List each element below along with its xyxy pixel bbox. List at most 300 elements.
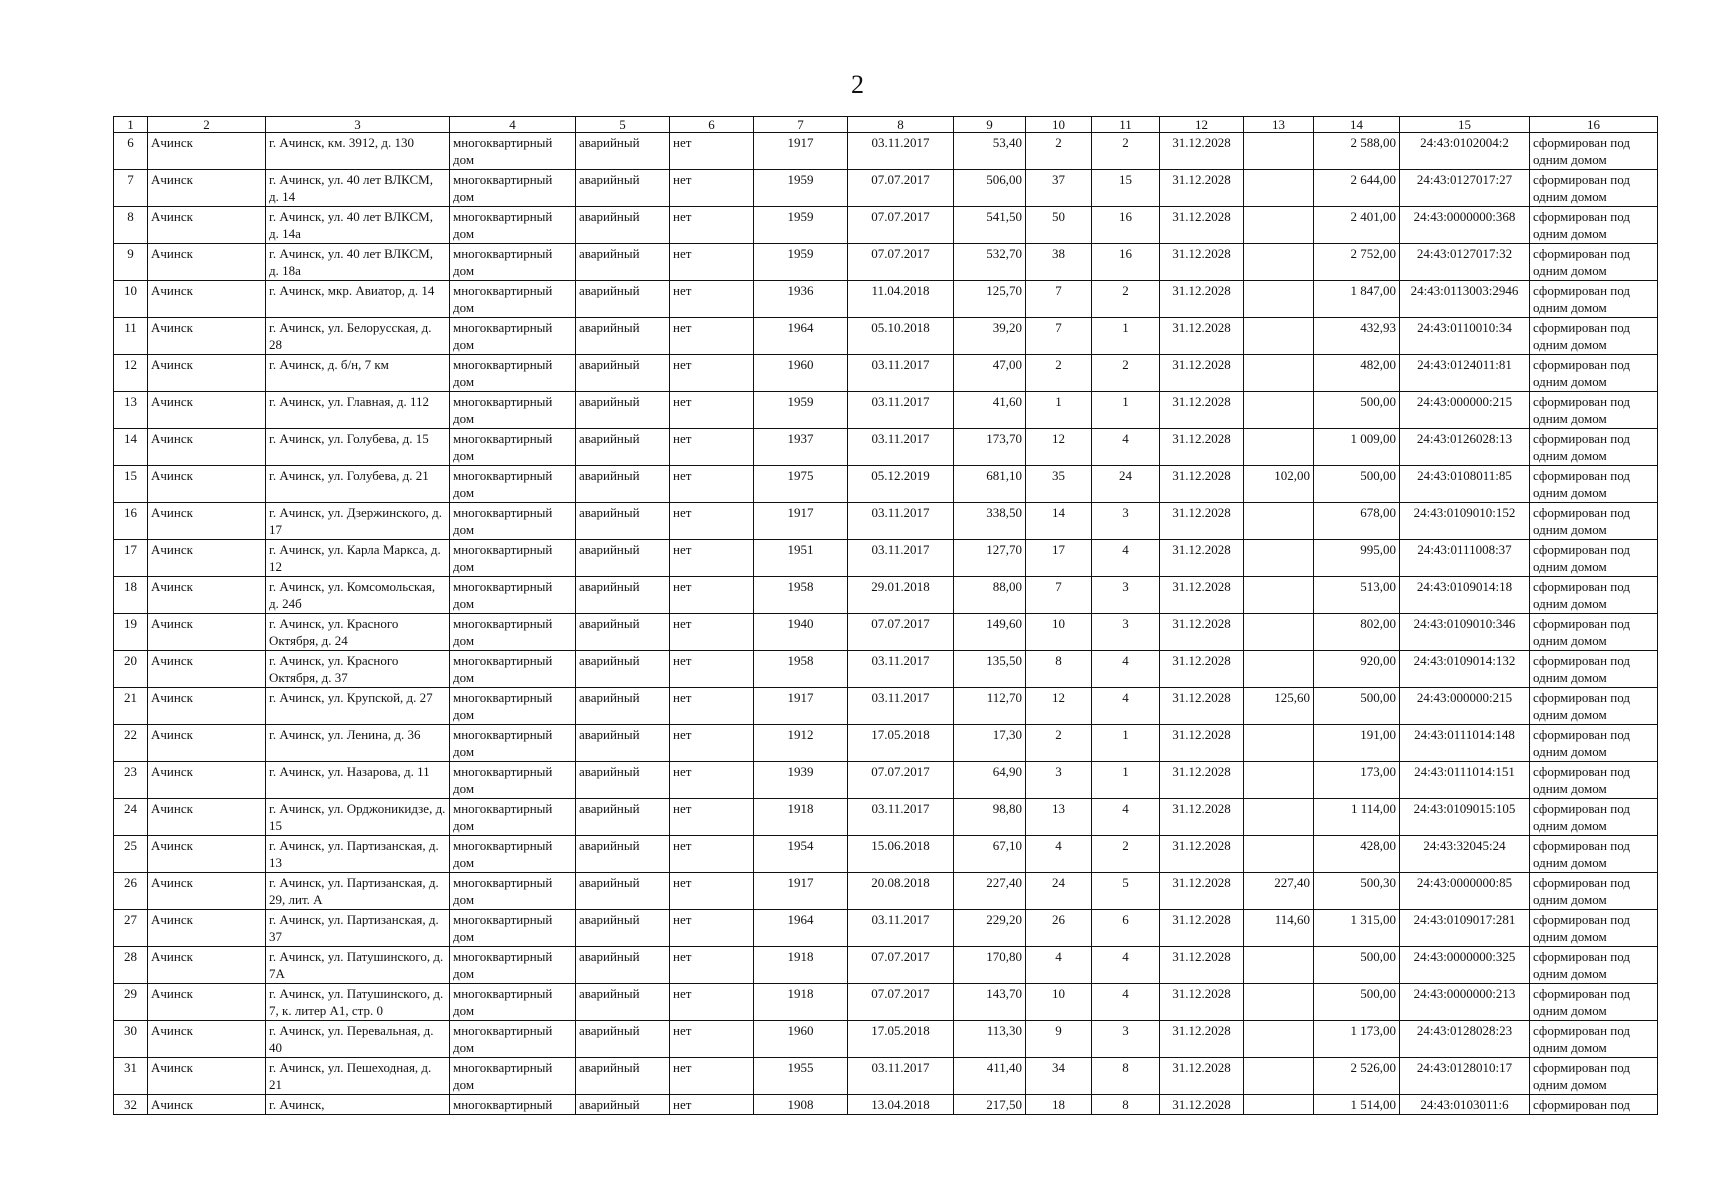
deadline-cell: 31.12.2028 [1160, 503, 1244, 540]
col-11-cell: 16 [1092, 207, 1160, 244]
flag-cell: нет [670, 466, 754, 503]
col-10-cell: 10 [1026, 614, 1092, 651]
row-number-cell: 15 [114, 466, 148, 503]
year-cell: 1959 [754, 392, 848, 429]
flag-cell: нет [670, 355, 754, 392]
address-cell: г. Ачинск, ул. Перевальная, д. 40 [266, 1021, 450, 1058]
cadastral-number-cell: 24:43:32045:24 [1400, 836, 1530, 873]
building-type-cell: многоквартирный дом [450, 836, 576, 873]
cadastral-number-cell: 24:43:0109010:346 [1400, 614, 1530, 651]
row-number-cell: 29 [114, 984, 148, 1021]
col-13-cell [1244, 799, 1314, 836]
column-header: 11 [1092, 117, 1160, 133]
deadline-cell: 31.12.2028 [1160, 1095, 1244, 1115]
address-cell: г. Ачинск, ул. Назарова, д. 11 [266, 762, 450, 799]
table-row [114, 207, 1658, 244]
col-13-cell: 102,00 [1244, 466, 1314, 503]
col-10-cell: 2 [1026, 133, 1092, 170]
deadline-cell: 31.12.2028 [1160, 799, 1244, 836]
year-cell: 1918 [754, 799, 848, 836]
col-13-cell [1244, 133, 1314, 170]
flag-cell: нет [670, 1021, 754, 1058]
deadline-cell: 31.12.2028 [1160, 540, 1244, 577]
land-area-cell: 1 514,00 [1314, 1095, 1400, 1115]
note-cell: сформирован под одним домом [1530, 799, 1658, 836]
building-type-cell: многоквартирный дом [450, 429, 576, 466]
city-cell: Ачинск [148, 651, 266, 688]
col-11-cell: 3 [1092, 577, 1160, 614]
year-cell: 1958 [754, 577, 848, 614]
cadastral-number-cell: 24:43:0109014:132 [1400, 651, 1530, 688]
col-10-cell: 34 [1026, 1058, 1092, 1095]
recognition-date-cell: 29.01.2018 [848, 577, 954, 614]
col-11-cell: 2 [1092, 355, 1160, 392]
area-cell: 39,20 [954, 318, 1026, 355]
recognition-date-cell: 03.11.2017 [848, 355, 954, 392]
note-cell: сформирован под одним домом [1530, 540, 1658, 577]
city-cell: Ачинск [148, 1058, 266, 1095]
city-cell: Ачинск [148, 429, 266, 466]
year-cell: 1959 [754, 207, 848, 244]
recognition-date-cell: 07.07.2017 [848, 947, 954, 984]
area-cell: 127,70 [954, 540, 1026, 577]
land-area-cell: 500,00 [1314, 688, 1400, 725]
city-cell: Ачинск [148, 725, 266, 762]
year-cell: 1960 [754, 355, 848, 392]
status-cell: аварийный [576, 355, 670, 392]
recognition-date-cell: 07.07.2017 [848, 207, 954, 244]
col-10-cell: 24 [1026, 873, 1092, 910]
year-cell: 1964 [754, 910, 848, 947]
status-cell: аварийный [576, 503, 670, 540]
recognition-date-cell: 03.11.2017 [848, 429, 954, 466]
area-cell: 98,80 [954, 799, 1026, 836]
status-cell: аварийный [576, 873, 670, 910]
flag-cell: нет [670, 1058, 754, 1095]
cadastral-number-cell: 24:43:0124011:81 [1400, 355, 1530, 392]
recognition-date-cell: 05.10.2018 [848, 318, 954, 355]
col-13-cell: 125,60 [1244, 688, 1314, 725]
col-11-cell: 2 [1092, 281, 1160, 318]
city-cell: Ачинск [148, 355, 266, 392]
land-area-cell: 920,00 [1314, 651, 1400, 688]
flag-cell: нет [670, 429, 754, 466]
note-cell: сформирован под одним домом [1530, 133, 1658, 170]
recognition-date-cell: 03.11.2017 [848, 392, 954, 429]
flag-cell: нет [670, 762, 754, 799]
area-cell: 53,40 [954, 133, 1026, 170]
note-cell: сформирован под одним домом [1530, 688, 1658, 725]
table-row [114, 947, 1658, 984]
col-11-cell: 16 [1092, 244, 1160, 281]
address-cell: г. Ачинск, ул. Орджоникидзе, д. 15 [266, 799, 450, 836]
building-type-cell: многоквартирный дом [450, 318, 576, 355]
recognition-date-cell: 17.05.2018 [848, 725, 954, 762]
building-type-cell: многоквартирный дом [450, 688, 576, 725]
land-area-cell: 500,30 [1314, 873, 1400, 910]
col-13-cell [1244, 947, 1314, 984]
status-cell: аварийный [576, 947, 670, 984]
col-13-cell [1244, 281, 1314, 318]
area-cell: 681,10 [954, 466, 1026, 503]
row-number-cell: 22 [114, 725, 148, 762]
col-13-cell [1244, 429, 1314, 466]
flag-cell: нет [670, 244, 754, 281]
recognition-date-cell: 15.06.2018 [848, 836, 954, 873]
city-cell: Ачинск [148, 1021, 266, 1058]
address-cell: г. Ачинск, ул. Крупской, д. 27 [266, 688, 450, 725]
table-row [114, 1058, 1658, 1095]
building-type-cell: многоквартирный дом [450, 984, 576, 1021]
row-number-cell: 27 [114, 910, 148, 947]
flag-cell: нет [670, 503, 754, 540]
year-cell: 1918 [754, 947, 848, 984]
year-cell: 1964 [754, 318, 848, 355]
recognition-date-cell: 07.07.2017 [848, 244, 954, 281]
building-type-cell: многоквартирный дом [450, 355, 576, 392]
col-10-cell: 9 [1026, 1021, 1092, 1058]
land-area-cell: 432,93 [1314, 318, 1400, 355]
year-cell: 1959 [754, 244, 848, 281]
col-11-cell: 15 [1092, 170, 1160, 207]
col-11-cell: 4 [1092, 947, 1160, 984]
col-13-cell [1244, 540, 1314, 577]
city-cell: Ачинск [148, 281, 266, 318]
cadastral-number-cell: 24:43:0127017:32 [1400, 244, 1530, 281]
column-header: 5 [576, 117, 670, 133]
address-cell: г. Ачинск, ул. Красного Октября, д. 24 [266, 614, 450, 651]
area-cell: 227,40 [954, 873, 1026, 910]
area-cell: 541,50 [954, 207, 1026, 244]
building-type-cell: многоквартирный дом [450, 170, 576, 207]
table-row [114, 392, 1658, 429]
column-header: 10 [1026, 117, 1092, 133]
address-cell: г. Ачинск, ул. Партизанская, д. 29, лит. А [266, 873, 450, 910]
address-cell: г. Ачинск, ул. 40 лет ВЛКСМ, д. 18а [266, 244, 450, 281]
city-cell: Ачинск [148, 503, 266, 540]
cadastral-number-cell: 24:43:0113003:2946 [1400, 281, 1530, 318]
land-area-cell: 1 114,00 [1314, 799, 1400, 836]
land-area-cell: 2 401,00 [1314, 207, 1400, 244]
column-header: 6 [670, 117, 754, 133]
deadline-cell: 31.12.2028 [1160, 318, 1244, 355]
col-13-cell: 227,40 [1244, 873, 1314, 910]
recognition-date-cell: 03.11.2017 [848, 688, 954, 725]
row-number-cell: 20 [114, 651, 148, 688]
year-cell: 1937 [754, 429, 848, 466]
col-13-cell [1244, 170, 1314, 207]
note-cell: сформирован под одним домом [1530, 910, 1658, 947]
note-cell: сформирован под одним домом [1530, 984, 1658, 1021]
col-11-cell: 1 [1092, 762, 1160, 799]
year-cell: 1939 [754, 762, 848, 799]
cadastral-number-cell: 24:43:0000000:213 [1400, 984, 1530, 1021]
note-cell: сформирован под одним домом [1530, 836, 1658, 873]
area-cell: 125,70 [954, 281, 1026, 318]
cadastral-number-cell: 24:43:0127017:27 [1400, 170, 1530, 207]
address-cell: г. Ачинск, ул. Карла Маркса, д. 12 [266, 540, 450, 577]
recognition-date-cell: 07.07.2017 [848, 762, 954, 799]
col-11-cell: 24 [1092, 466, 1160, 503]
column-header: 4 [450, 117, 576, 133]
city-cell: Ачинск [148, 540, 266, 577]
building-type-cell: многоквартирный дом [450, 244, 576, 281]
year-cell: 1954 [754, 836, 848, 873]
column-header: 9 [954, 117, 1026, 133]
area-cell: 113,30 [954, 1021, 1026, 1058]
flag-cell: нет [670, 910, 754, 947]
building-type-cell: многоквартирный дом [450, 133, 576, 170]
address-cell: г. Ачинск, ул. Главная, д. 112 [266, 392, 450, 429]
city-cell: Ачинск [148, 947, 266, 984]
cadastral-number-cell: 24:43:0126028:13 [1400, 429, 1530, 466]
flag-cell: нет [670, 984, 754, 1021]
note-cell: сформирован под одним домом [1530, 392, 1658, 429]
deadline-cell: 31.12.2028 [1160, 873, 1244, 910]
building-type-cell: многоквартирный дом [450, 651, 576, 688]
note-cell: сформирован под одним домом [1530, 466, 1658, 503]
city-cell: Ачинск [148, 836, 266, 873]
area-cell: 112,70 [954, 688, 1026, 725]
building-type-cell: многоквартирный дом [450, 947, 576, 984]
address-cell: г. Ачинск, км. 3912, д. 130 [266, 133, 450, 170]
flag-cell: нет [670, 540, 754, 577]
address-cell: г. Ачинск, ул. Красного Октября, д. 37 [266, 651, 450, 688]
recognition-date-cell: 13.04.2018 [848, 1095, 954, 1115]
city-cell: Ачинск [148, 318, 266, 355]
city-cell: Ачинск [148, 762, 266, 799]
row-number-cell: 26 [114, 873, 148, 910]
cadastral-number-cell: 24:43:0000000:85 [1400, 873, 1530, 910]
land-area-cell: 191,00 [1314, 725, 1400, 762]
col-13-cell [1244, 614, 1314, 651]
recognition-date-cell: 17.05.2018 [848, 1021, 954, 1058]
flag-cell: нет [670, 1095, 754, 1115]
row-number-cell: 13 [114, 392, 148, 429]
table-row [114, 540, 1658, 577]
note-cell: сформирован под одним домом [1530, 947, 1658, 984]
area-cell: 149,60 [954, 614, 1026, 651]
land-area-cell: 1 009,00 [1314, 429, 1400, 466]
status-cell: аварийный [576, 836, 670, 873]
status-cell: аварийный [576, 1095, 670, 1115]
address-cell: г. Ачинск, ул. Патушинского, д. 7, к. литер А1, стр. 0 [266, 984, 450, 1021]
recognition-date-cell: 07.07.2017 [848, 984, 954, 1021]
land-area-cell: 2 644,00 [1314, 170, 1400, 207]
recognition-date-cell: 20.08.2018 [848, 873, 954, 910]
recognition-date-cell: 03.11.2017 [848, 799, 954, 836]
table-row [114, 133, 1658, 170]
year-cell: 1940 [754, 614, 848, 651]
col-11-cell: 2 [1092, 836, 1160, 873]
flag-cell: нет [670, 577, 754, 614]
deadline-cell: 31.12.2028 [1160, 725, 1244, 762]
table-row [114, 1095, 1658, 1115]
flag-cell: нет [670, 947, 754, 984]
table-row [114, 244, 1658, 281]
col-11-cell: 4 [1092, 651, 1160, 688]
row-number-cell: 16 [114, 503, 148, 540]
deadline-cell: 31.12.2028 [1160, 1058, 1244, 1095]
status-cell: аварийный [576, 984, 670, 1021]
area-cell: 135,50 [954, 651, 1026, 688]
table-row [114, 614, 1658, 651]
deadline-cell: 31.12.2028 [1160, 1021, 1244, 1058]
row-number-cell: 14 [114, 429, 148, 466]
address-cell: г. Ачинск, ул. Комсомольская, д. 24б [266, 577, 450, 614]
deadline-cell: 31.12.2028 [1160, 466, 1244, 503]
recognition-date-cell: 03.11.2017 [848, 651, 954, 688]
note-cell: сформирован под одним домом [1530, 873, 1658, 910]
land-area-cell: 2 752,00 [1314, 244, 1400, 281]
building-type-cell: многоквартирный дом [450, 873, 576, 910]
building-type-cell: многоквартирный дом [450, 799, 576, 836]
col-10-cell: 12 [1026, 429, 1092, 466]
city-cell: Ачинск [148, 244, 266, 281]
row-number-cell: 24 [114, 799, 148, 836]
building-type-cell: многоквартирный дом [450, 1021, 576, 1058]
address-cell: г. Ачинск, ул. Ленина, д. 36 [266, 725, 450, 762]
note-cell: сформирован под одним домом [1530, 725, 1658, 762]
row-number-cell: 6 [114, 133, 148, 170]
city-cell: Ачинск [148, 466, 266, 503]
col-10-cell: 35 [1026, 466, 1092, 503]
column-header: 15 [1400, 117, 1530, 133]
cadastral-number-cell: 24:43:0111008:37 [1400, 540, 1530, 577]
flag-cell: нет [670, 170, 754, 207]
year-cell: 1912 [754, 725, 848, 762]
city-cell: Ачинск [148, 133, 266, 170]
col-10-cell: 2 [1026, 355, 1092, 392]
status-cell: аварийный [576, 725, 670, 762]
note-cell: сформирован под одним домом [1530, 281, 1658, 318]
year-cell: 1936 [754, 281, 848, 318]
row-number-cell: 28 [114, 947, 148, 984]
column-header: 14 [1314, 117, 1400, 133]
building-type-cell: многоквартирный дом [450, 762, 576, 799]
status-cell: аварийный [576, 1021, 670, 1058]
status-cell: аварийный [576, 392, 670, 429]
city-cell: Ачинск [148, 873, 266, 910]
year-cell: 1918 [754, 984, 848, 1021]
col-11-cell: 4 [1092, 984, 1160, 1021]
address-cell: г. Ачинск, мкр. Авиатор, д. 14 [266, 281, 450, 318]
building-type-cell: многоквартирный дом [450, 614, 576, 651]
building-type-cell: многоквартирный дом [450, 540, 576, 577]
flag-cell: нет [670, 725, 754, 762]
note-cell: сформирован под одним домом [1530, 207, 1658, 244]
col-13-cell [1244, 577, 1314, 614]
cadastral-number-cell: 24:43:0103011:6 [1400, 1095, 1530, 1115]
address-cell: г. Ачинск, ул. 40 лет ВЛКСМ, д. 14а [266, 207, 450, 244]
cadastral-number-cell: 24:43:0110010:34 [1400, 318, 1530, 355]
recognition-date-cell: 07.07.2017 [848, 170, 954, 207]
col-10-cell: 1 [1026, 392, 1092, 429]
col-10-cell: 7 [1026, 577, 1092, 614]
cadastral-number-cell: 24:43:0109010:152 [1400, 503, 1530, 540]
deadline-cell: 31.12.2028 [1160, 429, 1244, 466]
city-cell: Ачинск [148, 688, 266, 725]
col-11-cell: 1 [1092, 318, 1160, 355]
recognition-date-cell: 03.11.2017 [848, 503, 954, 540]
table-row [114, 577, 1658, 614]
column-header: 3 [266, 117, 450, 133]
cadastral-number-cell: 24:43:0109014:18 [1400, 577, 1530, 614]
row-number-cell: 32 [114, 1095, 148, 1115]
col-13-cell [1244, 651, 1314, 688]
row-number-cell: 12 [114, 355, 148, 392]
land-area-cell: 500,00 [1314, 466, 1400, 503]
area-cell: 143,70 [954, 984, 1026, 1021]
city-cell: Ачинск [148, 1095, 266, 1115]
deadline-cell: 31.12.2028 [1160, 947, 1244, 984]
table-row [114, 799, 1658, 836]
status-cell: аварийный [576, 540, 670, 577]
col-13-cell [1244, 1058, 1314, 1095]
deadline-cell: 31.12.2028 [1160, 651, 1244, 688]
land-area-cell: 428,00 [1314, 836, 1400, 873]
land-area-cell: 2 526,00 [1314, 1058, 1400, 1095]
flag-cell: нет [670, 614, 754, 651]
col-10-cell: 2 [1026, 725, 1092, 762]
col-13-cell [1244, 318, 1314, 355]
land-area-cell: 1 847,00 [1314, 281, 1400, 318]
year-cell: 1917 [754, 873, 848, 910]
deadline-cell: 31.12.2028 [1160, 614, 1244, 651]
year-cell: 1951 [754, 540, 848, 577]
column-header: 2 [148, 117, 266, 133]
status-cell: аварийный [576, 281, 670, 318]
status-cell: аварийный [576, 762, 670, 799]
city-cell: Ачинск [148, 614, 266, 651]
row-number-cell: 17 [114, 540, 148, 577]
status-cell: аварийный [576, 651, 670, 688]
table-row [114, 984, 1658, 1021]
table-row [114, 651, 1658, 688]
col-10-cell: 50 [1026, 207, 1092, 244]
area-cell: 229,20 [954, 910, 1026, 947]
status-cell: аварийный [576, 170, 670, 207]
flag-cell: нет [670, 836, 754, 873]
table-row [114, 355, 1658, 392]
year-cell: 1955 [754, 1058, 848, 1095]
flag-cell: нет [670, 318, 754, 355]
deadline-cell: 31.12.2028 [1160, 688, 1244, 725]
note-cell: сформирован под одним домом [1530, 651, 1658, 688]
row-number-cell: 10 [114, 281, 148, 318]
status-cell: аварийный [576, 244, 670, 281]
table-header [114, 117, 1658, 133]
row-number-cell: 9 [114, 244, 148, 281]
city-cell: Ачинск [148, 799, 266, 836]
status-cell: аварийный [576, 910, 670, 947]
status-cell: аварийный [576, 133, 670, 170]
area-cell: 17,30 [954, 725, 1026, 762]
cadastral-number-cell: 24:43:0111014:148 [1400, 725, 1530, 762]
cadastral-number-cell: 24:43:000000:215 [1400, 688, 1530, 725]
cadastral-number-cell: 24:43:0111014:151 [1400, 762, 1530, 799]
note-cell: сформирован под одним домом [1530, 1058, 1658, 1095]
address-cell: г. Ачинск, ул. Белорусская, д. 28 [266, 318, 450, 355]
flag-cell: нет [670, 688, 754, 725]
col-10-cell: 17 [1026, 540, 1092, 577]
row-number-cell: 21 [114, 688, 148, 725]
status-cell: аварийный [576, 688, 670, 725]
page-number: 2 [851, 70, 864, 99]
city-cell: Ачинск [148, 984, 266, 1021]
flag-cell: нет [670, 281, 754, 318]
building-type-cell: многоквартирный дом [450, 577, 576, 614]
